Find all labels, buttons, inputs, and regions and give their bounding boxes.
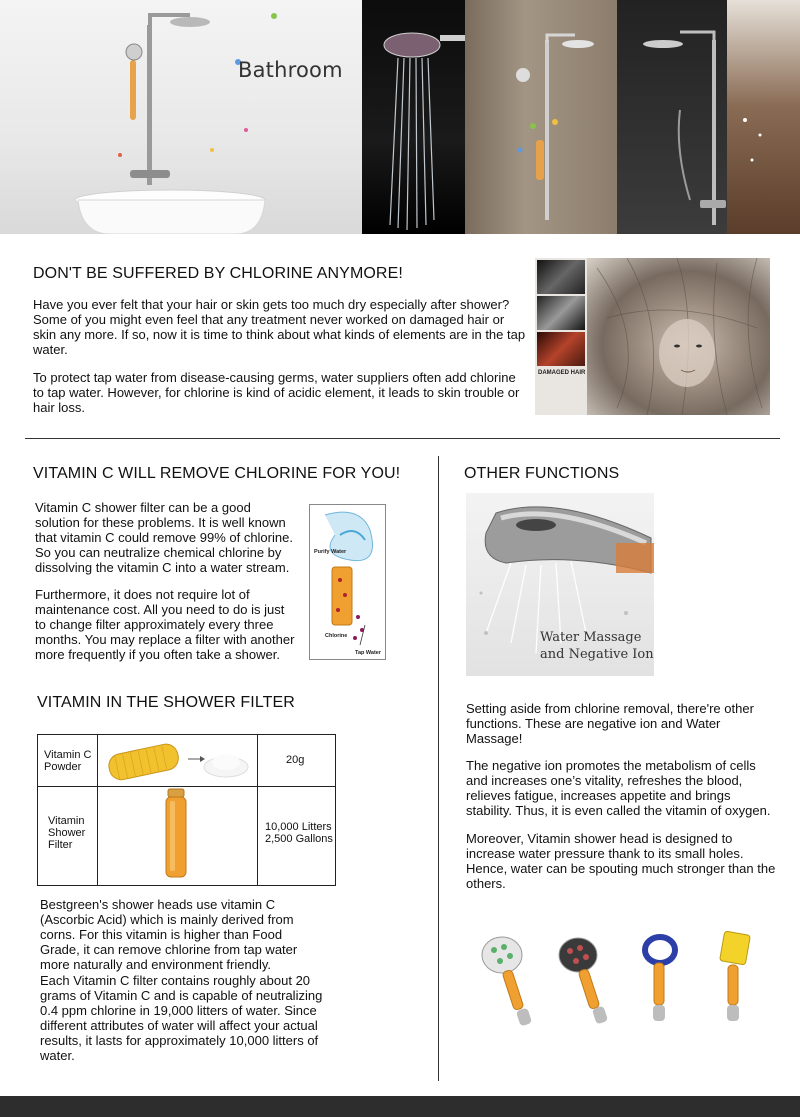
shower-filter-heading: VITAMIN IN THE SHOWER FILTER [37,694,295,711]
table-row [38,787,335,885]
water-spray-thumbnail [537,260,585,294]
vitamin-c-paragraph-2: Furthermore, it does not require lot of maintenance cost. All you need to do is just to change filter approximately every three months. You may replace a filter with another more frequently if you often take a shower. [35,587,295,662]
filter-capacity-litters: 10,000 Litters [265,821,332,833]
vitamin-table [37,734,336,886]
section-divider [25,438,780,439]
other-functions-paragraph-3: Moreover, Vitamin shower head is designed to increase water pressure thank to its small holes. Hence, water can be spouting much stronger than the others. [466,831,776,891]
filter-cartridge-image [98,787,258,885]
chlorine-paragraph-1: Have you ever felt that your hair or skin gets too much dry especially after shower? Some of you might even feel that any treatment never worked on damaged hair or skin any more. If so, now it is time to think about what kinds of elements are in the tap water. [33,297,526,357]
shower-head-thumbnail [537,296,585,330]
other-functions-paragraph-2: The negative ion promotes the metabolism of cells and increases one’s vitality, refreshes the blood, relieves fatigue, increases appetite and brings stability. Thus, it is even called the vitamin of oxygen. [466,758,771,818]
column-divider [438,456,439,1081]
chlorine-label: Chlorine [325,633,348,639]
vitamin-shower-filter-label: Vitamin Shower Filter [48,815,86,851]
shower-head-blue-icon [645,937,675,1021]
vitamin-c-powder-label: Vitamin C Powder [44,749,92,773]
tap-water-label: Tap Water [355,650,381,656]
other-functions-heading: OTHER FUNCTIONS [464,465,620,482]
massage-caption-line-2: and Negative Ion [540,647,654,662]
filter-diagram [309,504,386,660]
powder-amount: 20g [286,754,305,766]
shower-filter-paragraph-2: Each Vitamin C filter contains roughly about 20 grams of Vitamin C and is capable of neutralizing 0.4 ppm chlorine in 19,000 litters of water. Since different attributes of water will affect your actual results, it lasts for approximately 10,000 litters of water. [40,973,323,1063]
massage-caption-line-1: Water Massage [540,630,642,645]
other-functions-paragraph-1: Setting aside from chlorine removal, there're other functions. These are negative ion and Water Massage! [466,701,754,746]
filter-diagram-illustration [310,505,385,659]
shower-head-white-icon [482,937,532,1026]
shower-head-yellow-icon [720,931,751,1021]
hero-illustration [0,0,800,234]
hero-banner [0,0,800,234]
vitamin-c-heading: VITAMIN C WILL REMOVE CHLORINE FOR YOU! [33,465,401,482]
shower-head-dark-icon [559,938,608,1024]
chlorine-heading: DON'T BE SUFFERED BY CHLORINE ANYMORE! [33,265,403,282]
filter-capacity-gallons: 2,500 Gallons [265,833,333,845]
footer-bar [0,1096,800,1117]
purify-water-label: Purify Water [314,549,347,555]
damaged-hair-image [535,258,770,415]
hair-closeup-thumbnail [537,332,585,366]
vitamin-c-paragraph-1: Vitamin C shower filter can be a good solution for these problems. It is well known that vitamin C could remove 99% of chlorine. So you can neutralize chemical chlorine by dissolving the vitamin C into a water stream. [35,500,293,575]
table-row [38,735,335,787]
girl-hair-photo [587,258,770,415]
water-massage-image [466,493,654,676]
hero-title: Bathroom [238,58,343,82]
corn-powder-image [98,735,258,786]
shower-heads-lineup [470,925,770,1035]
chlorine-paragraph-2: To protect tap water from disease-causing germs, water suppliers often add chlorine to tap water. However, for chlorine is kind of acidic element, it leads to skin trouble or hair loss. [33,370,520,415]
shower-filter-paragraph-1: Bestgreen's shower heads use vitamin C (Ascorbic Acid) which is mainly derived from corns. For this vitamin is higher than Food Grade, it can remove chlorine from tap water more naturally and environment friendly. [40,897,298,972]
damaged-hair-label: DAMAGED HAIR [538,370,586,376]
